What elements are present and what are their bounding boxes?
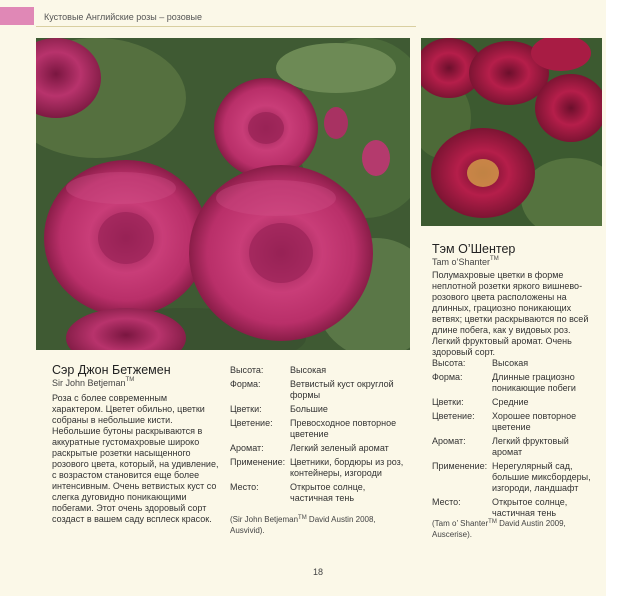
spec-row <box>230 443 406 457</box>
spec-label: Форма: <box>230 379 261 389</box>
rose-title-tam-o-shanter: Тэм О’Шентер <box>432 242 516 256</box>
header-divider <box>36 26 416 27</box>
spec-row <box>230 482 406 507</box>
spec-value: Хорошее повторное цветение <box>492 411 577 432</box>
spec-value: Нерегулярный сад, большие миксбордеры, изгороди, ландшафт <box>492 461 591 493</box>
rose-specs-table <box>432 358 598 522</box>
rose-photo-tam-o-shanter <box>421 38 602 226</box>
spec-value: Открытое солнце, частичная тень <box>290 482 366 503</box>
rose-latin-name: Tam o’Shanter™ <box>432 256 499 267</box>
left-specs-body <box>230 365 406 507</box>
spec-value: Цветники, бордюры из роз, контейнеры, изгороди <box>290 457 404 478</box>
spec-row <box>432 397 598 411</box>
spec-label: Цветки: <box>230 404 262 414</box>
page-number: 18 <box>313 567 324 577</box>
spec-value: Легкий фруктовый аромат <box>492 436 569 457</box>
spec-value: Высокая <box>492 358 529 368</box>
rose-specs-table <box>230 365 406 507</box>
spec-label: Применение: <box>432 461 488 471</box>
spec-label: Место: <box>230 482 259 492</box>
spec-label: Форма: <box>432 372 463 382</box>
spec-value: Высокая <box>290 365 327 375</box>
rose-photo-sir-john-betjeman <box>36 38 410 350</box>
spec-row <box>230 418 406 443</box>
spec-row <box>230 379 406 404</box>
spec-row <box>230 457 406 482</box>
spec-row <box>432 461 598 497</box>
spec-label: Высота: <box>432 358 466 368</box>
spec-row <box>230 365 406 379</box>
spec-label: Цветение: <box>230 418 273 428</box>
spec-value: Большие <box>290 404 328 414</box>
spec-row <box>432 411 598 436</box>
section-header: Кустовые Английские розы – розовые <box>44 12 202 22</box>
spec-label: Высота: <box>230 365 264 375</box>
spec-row <box>230 404 406 418</box>
rose-description: Полумахровые цветки в форме неплотной розетки яркого вишнево-розового цвета расположены на длинных, грациозно поникающих ветвях; цветки раскрываются по всей длине побега, как у видовых роз. Легкий фруктовый аромат. Очень здоровый сорт. <box>432 270 589 357</box>
spec-label: Место: <box>432 497 461 507</box>
section-color-tab <box>0 7 34 25</box>
rose-breeder-note: (Tam o’ Shanter™ David Austin 2009, Auscerise). <box>432 519 566 539</box>
spec-value: Ветвистый куст округлой формы <box>290 379 394 400</box>
spec-label: Аромат: <box>230 443 264 453</box>
right-specs-body <box>432 358 598 522</box>
spec-label: Цветение: <box>432 411 475 421</box>
spec-label: Аромат: <box>432 436 466 446</box>
rose-description: Роза с более современным характером. Цветет обильно, цветки собраны в небольшие кисти. Небольшие бутоны раскрываются в аккуратные густомахровые широко раскрытые розетки насыщенного розового цвета, который, на удивление, с возрастом становится еще более интенсивным. Очень ветвистых куст со слегка дуговидно поникающими побегами. Этот очень здоровый сорт создаст в вашем саду всплеск красок. <box>52 393 219 524</box>
spec-value: Легкий зеленый аромат <box>290 443 389 453</box>
spec-value: Открытое солнце, частичная тень <box>492 497 568 518</box>
rose-breeder-note: (Sir John Betjeman™ David Austin 2008, Ausvivid). <box>230 515 376 535</box>
spec-label: Применение: <box>230 457 286 467</box>
spec-row <box>432 372 598 397</box>
spec-value: Превосходное повторное цветение <box>290 418 397 439</box>
spec-row <box>432 358 598 372</box>
rose-title-sir-john-betjeman: Сэр Джон Бетжемен <box>52 363 171 377</box>
spec-label: Цветки: <box>432 397 464 407</box>
rose-latin-name: Sir John Betjeman™ <box>52 377 135 388</box>
spec-value: Длинные грациозно поникающие побеги <box>492 372 576 393</box>
spec-row <box>432 436 598 461</box>
spec-value: Средние <box>492 397 529 407</box>
